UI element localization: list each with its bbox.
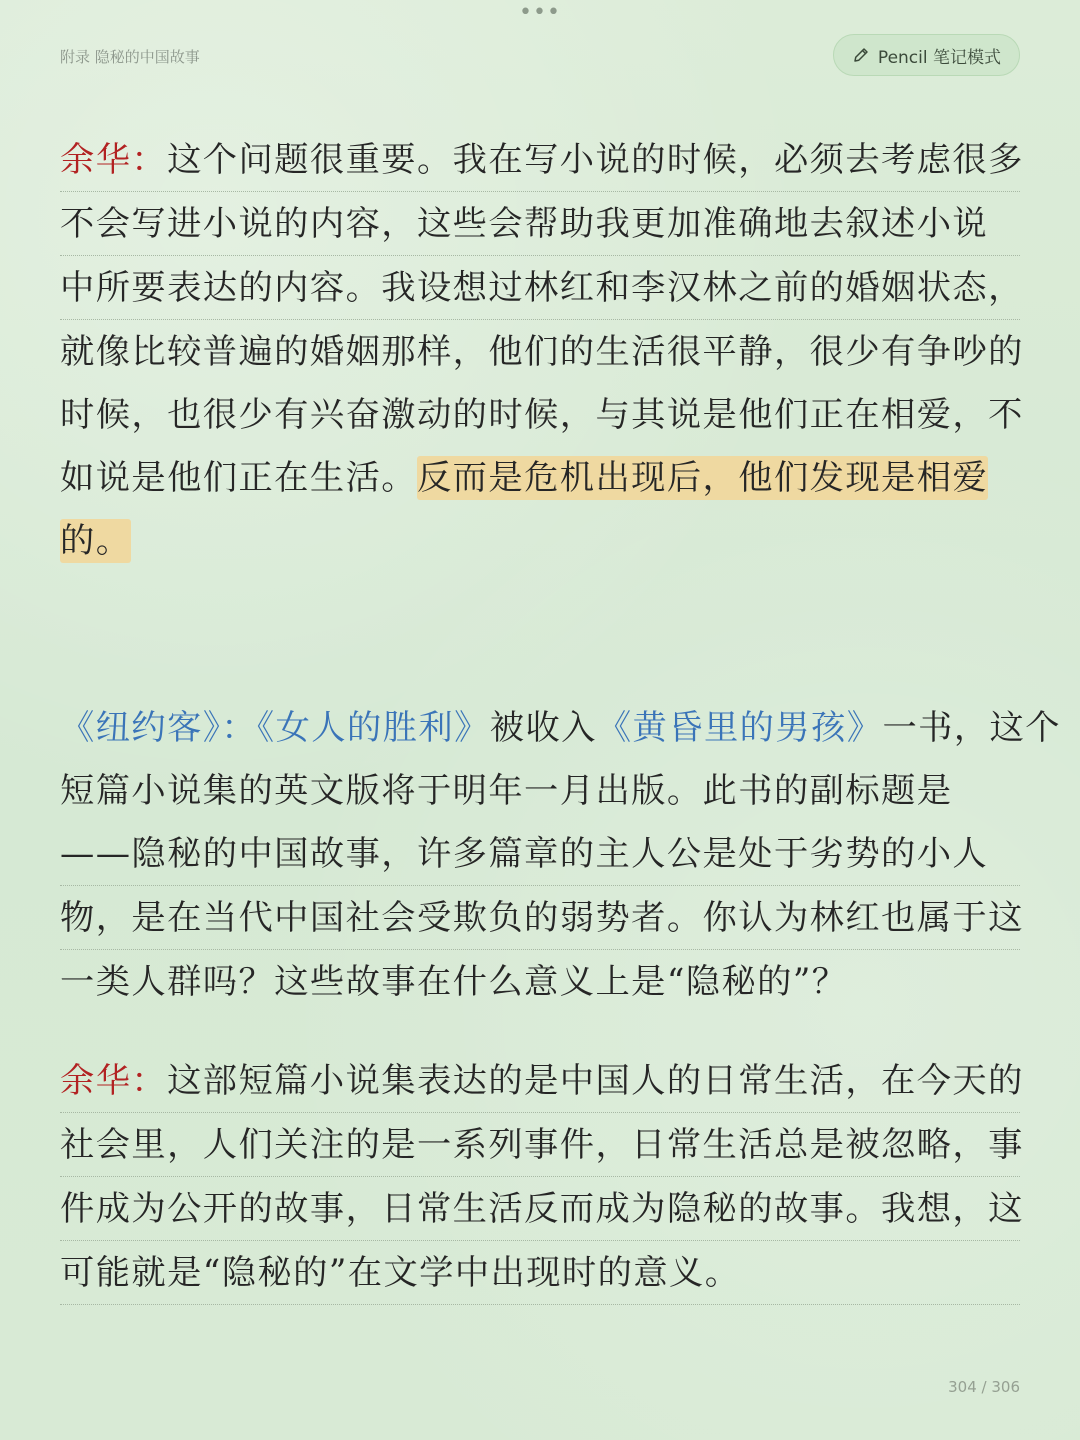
text-line [60, 950, 1020, 1013]
text-line [60, 822, 1020, 886]
paragraph-answer-2 [60, 1049, 1024, 1305]
book-title-reference: 《黄昏里的男孩》 [596, 708, 883, 748]
text-line [60, 886, 1024, 950]
line-text: 被收入 [489, 708, 597, 748]
book-title-reference: 《纽约客》：《女人的胜利》 [60, 708, 490, 748]
text-line [60, 509, 1020, 572]
highlighted-text[interactable]: 反而是危机出现后，他们发现是相爱 [416, 458, 989, 498]
line-text: 时候，也很少有兴奋激动的时候，与其说是他们正在相爱，不 [60, 395, 1024, 435]
line-text: 不会写进小说的内容，这些会帮助我更加准确地去叙述小说 [60, 204, 989, 244]
text-line [60, 256, 1024, 320]
line-text: ——隐秘的中国故事，许多篇章的主人公是处于劣势的小人 [60, 834, 989, 874]
text-line [60, 696, 1061, 759]
pencil-icon [852, 46, 870, 64]
line-text: 社会里，人们关注的是一系列事件，日常生活总是被忽略，事 [60, 1125, 1024, 1165]
text-line [60, 128, 1024, 192]
line-text: 可能就是“隐秘的”在文学中出现时的意义。 [60, 1253, 741, 1293]
pencil-notes-mode-button[interactable] [833, 34, 1020, 76]
line-text: 物，是在当代中国社会受欺负的弱势者。你认为林红也属于这 [60, 898, 1024, 938]
window-grabber[interactable]: ••• [519, 0, 561, 25]
text-line [60, 446, 1020, 509]
line-text: 中所要表达的内容。我设想过林红和李汉林之前的婚姻状态， [60, 268, 1024, 308]
line-text: 一书，这个 [882, 708, 1061, 748]
text-line [60, 1177, 1024, 1241]
highlighted-text[interactable]: 的。 [60, 521, 132, 561]
speaker-name: 余华： [60, 1061, 168, 1101]
pencil-button-label: Pencil 笔记模式 [877, 47, 1001, 68]
line-text: 就像比较普遍的婚姻那样，他们的生活很平静，很少有争吵的 [60, 332, 1024, 372]
text-line [60, 1241, 1020, 1305]
text-line [60, 759, 1020, 822]
speaker-name: 余华： [60, 140, 168, 180]
paragraph-question [60, 696, 1061, 1013]
line-text: 这部短篇小说集表达的是中国人的日常生活，在今天的 [167, 1061, 1024, 1101]
text-line [60, 383, 1024, 446]
line-text: 件成为公开的故事，日常生活反而成为隐秘的故事。我想，这 [60, 1189, 1024, 1229]
line-text: 一类人群吗？这些故事在什么意义上是“隐秘的”？ [60, 962, 848, 1002]
line-text: 这个问题很重要。我在写小说的时候，必须去考虑很多 [167, 140, 1024, 180]
text-line [60, 192, 1020, 256]
text-line [60, 1113, 1024, 1177]
paragraph-answer-1 [60, 128, 1024, 572]
line-text: 如说是他们正在生活。 [60, 458, 417, 498]
chapter-title: 附录 隐秘的中国故事 [60, 48, 200, 66]
reader-content [60, 128, 1061, 1305]
line-text: 短篇小说集的英文版将于明年一月出版。此书的副标题是 [60, 771, 953, 811]
text-line [60, 320, 1024, 383]
text-line [60, 1049, 1024, 1113]
page-indicator: 304 / 306 [948, 1378, 1020, 1396]
